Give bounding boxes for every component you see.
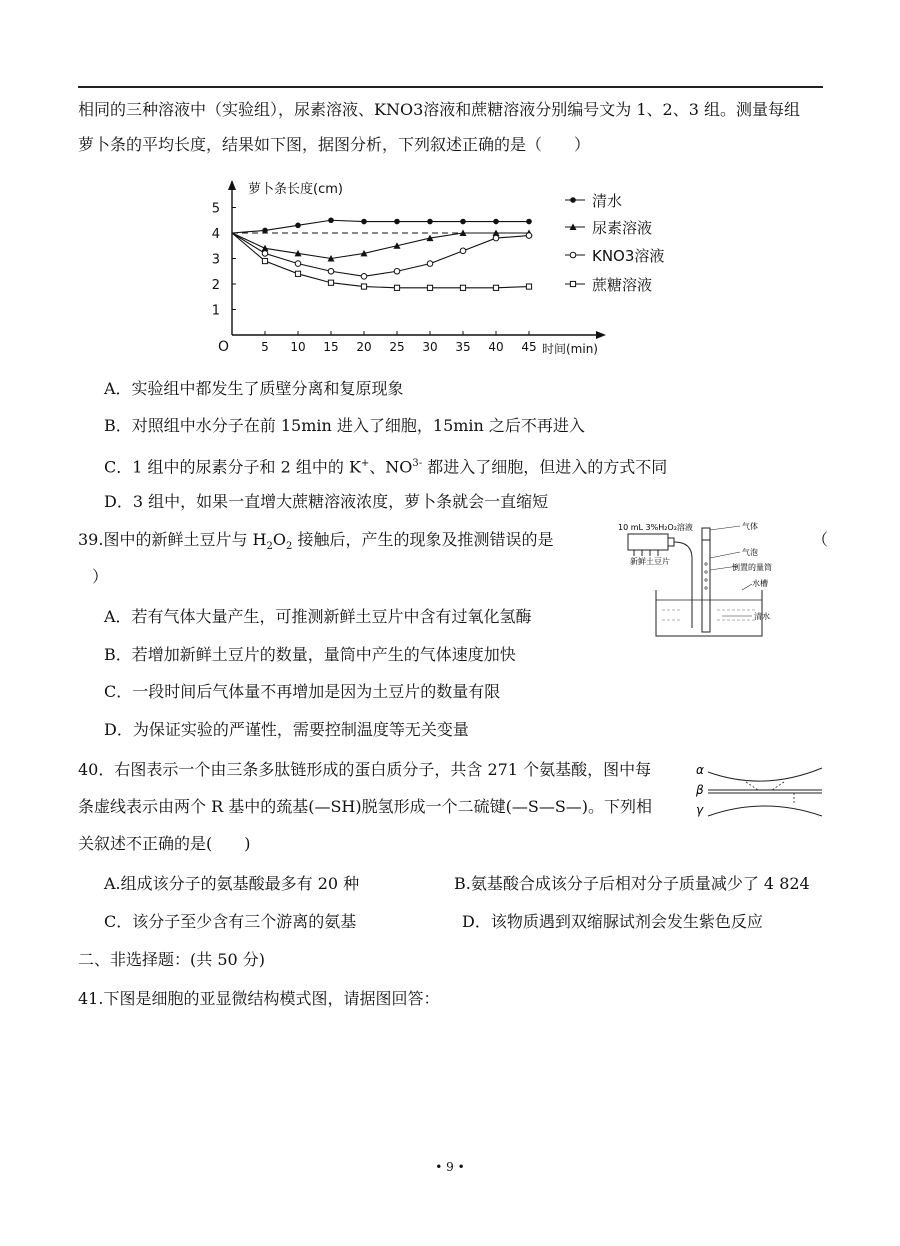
q38-option-b: B．对照组中水分子在前 15min 进入了细胞，15min 之后不再进入	[104, 416, 585, 435]
q39-option-b: B．若增加新鲜土豆片的数量，量筒中产生的气体速度加快	[104, 645, 516, 664]
x-tick-label: 25	[389, 340, 405, 354]
x-tick-label: 10	[290, 340, 306, 354]
data-point	[493, 219, 499, 225]
q39-option-a: A．若有气体大量产生，可推测新鲜土豆片中含有过氧化氢酶	[104, 607, 532, 626]
legend-label: 蔗糖溶液	[592, 276, 653, 294]
length-chart	[200, 172, 700, 362]
data-point	[394, 268, 400, 274]
cylinder-label: 倒置的量筒	[732, 563, 772, 572]
x-tick-label: 40	[488, 340, 504, 354]
page-number: • 9 •	[435, 1160, 465, 1174]
apparatus-figure	[612, 518, 792, 640]
q39-option-d: D．为保证实验的严谨性，需要控制温度等无关变量	[104, 720, 469, 739]
q40-stem-line-1: 40．右图表示一个由三条多肽链形成的蛋白质分子，共含 271 个氨基酸，图中每	[78, 760, 652, 779]
data-point	[526, 284, 531, 289]
data-point	[460, 285, 465, 290]
bottle-label: 10 mL 3%H₂O₂溶液	[618, 523, 693, 532]
gas-label: 气体	[742, 522, 758, 531]
series-line-3	[232, 233, 529, 288]
data-point	[361, 284, 366, 289]
x-tick-label: 35	[455, 340, 471, 354]
h2o2-bottle	[628, 534, 668, 550]
data-point	[427, 261, 433, 267]
y-tick-label: 4	[211, 227, 220, 242]
intro-line-1: 相同的三种溶液中（实验组），尿素溶液、KNO3溶液和蔗糖溶液分别编号文为 1、2、3 组。测量每组	[78, 100, 800, 119]
data-point	[493, 235, 499, 241]
tank-label: 水槽	[752, 579, 768, 588]
data-point	[328, 217, 334, 223]
data-point	[526, 233, 532, 239]
water-tank	[656, 590, 762, 636]
q40-stem-line-3: 关叙述不正确的是( )	[78, 834, 251, 853]
x-axis-label: 时间(min)	[542, 342, 598, 356]
data-point	[427, 219, 433, 225]
data-point	[394, 219, 400, 225]
header-rule	[78, 86, 823, 88]
data-point	[262, 228, 268, 234]
q38-option-c: C．1 组中的尿素分子和 2 组中的 K+、$NO^{3-}$ 都进入了细胞，但进入的方式不同	[104, 457, 668, 477]
data-point	[460, 248, 466, 254]
delivery-tube	[674, 542, 692, 628]
x-tick-label: 45	[521, 340, 537, 354]
data-point	[526, 219, 532, 225]
series-line-2	[232, 233, 529, 276]
x-tick-label: 15	[323, 340, 339, 354]
measuring-cylinder	[702, 528, 710, 632]
bubble-label: 气泡	[742, 548, 758, 557]
legend-label: KNO3溶液	[592, 247, 665, 265]
q40-option-a: A.组成该分子的氨基酸最多有 20 种	[104, 874, 360, 893]
y-tick-label: 2	[211, 278, 220, 293]
q40-stem-line-2: 条虚线表示由两个 R 基中的巯基(—SH)脱氢形成一个二硫键(—S—S—)。下列相	[78, 797, 653, 816]
data-point	[328, 280, 333, 285]
data-point	[427, 285, 432, 290]
series-line-0	[232, 220, 529, 233]
y-axis-label: 萝卜条长度(cm)	[248, 182, 343, 197]
q41-stem: 41.下图是细胞的亚显微结构模式图，请据图回答：	[78, 989, 440, 1008]
beta-label: β	[696, 783, 704, 797]
data-point	[493, 285, 498, 290]
gamma-label: γ	[696, 803, 704, 817]
y-axis-arrow	[228, 180, 236, 190]
chain-alpha	[708, 768, 822, 781]
q38-option-d: D．3 组中，如果一直增大蔗糖溶液浓度，萝卜条就会一直缩短	[104, 492, 549, 511]
series-line-1	[232, 233, 529, 259]
data-point	[328, 268, 334, 274]
legend-label: 清水	[592, 192, 623, 210]
data-point	[295, 261, 301, 267]
legend-label: 尿素溶液	[592, 219, 653, 237]
data-point	[262, 251, 268, 257]
potato-label: 新鲜土豆片	[630, 557, 670, 566]
q40-option-d: D．该物质遇到双缩脲试剂会发生紫色反应	[462, 912, 763, 931]
q39-stem: 39.图中的新鲜土豆片与 $H_2O_2$ 接触后，产生的现象及推测错误的是	[78, 530, 554, 553]
q39-option-c: C．一段时间后气体量不再增加是因为土豆片的数量有限	[104, 682, 501, 701]
q39-paren-close: ）	[92, 567, 109, 586]
water-label: 清水	[754, 612, 770, 621]
intro-line-2: 萝卜条的平均长度，结果如下图，据图分析，下列叙述正确的是（ ）	[78, 135, 591, 154]
chain-gamma	[708, 806, 822, 816]
y-tick-label: 3	[211, 252, 220, 268]
section-heading: 二、非选择题：(共 50 分)	[78, 950, 266, 969]
q40-option-b: B.氨基酸合成该分子后相对分子质量减少了 4 824	[454, 874, 810, 893]
q39-paren-open: （	[812, 530, 829, 549]
data-point	[460, 219, 466, 225]
data-point	[361, 274, 367, 280]
origin-label: O	[218, 339, 230, 355]
length-chart-svg	[200, 172, 700, 362]
polypeptide-figure	[694, 760, 834, 822]
alpha-label: α	[696, 763, 704, 777]
data-point	[394, 285, 399, 290]
data-point	[361, 219, 367, 225]
x-tick-label: 20	[356, 340, 372, 354]
legend-marker	[570, 252, 576, 258]
x-tick-label: 5	[261, 340, 269, 354]
y-tick-label: 1	[211, 303, 220, 319]
legend-marker	[570, 197, 576, 203]
data-point	[295, 223, 301, 229]
y-tick-label: 5	[211, 201, 220, 217]
data-point	[262, 258, 267, 263]
x-tick-label: 30	[422, 340, 438, 354]
q40-option-c: C．该分子至少含有三个游离的氨基	[104, 912, 357, 931]
disulfide-bond-2	[772, 782, 784, 790]
data-point	[295, 271, 300, 276]
legend-marker	[570, 281, 575, 286]
disulfide-bond-1	[746, 782, 758, 790]
x-axis-arrow	[596, 331, 606, 339]
q38-option-a: A．实验组中都发生了质壁分离和复原现象	[104, 379, 404, 398]
